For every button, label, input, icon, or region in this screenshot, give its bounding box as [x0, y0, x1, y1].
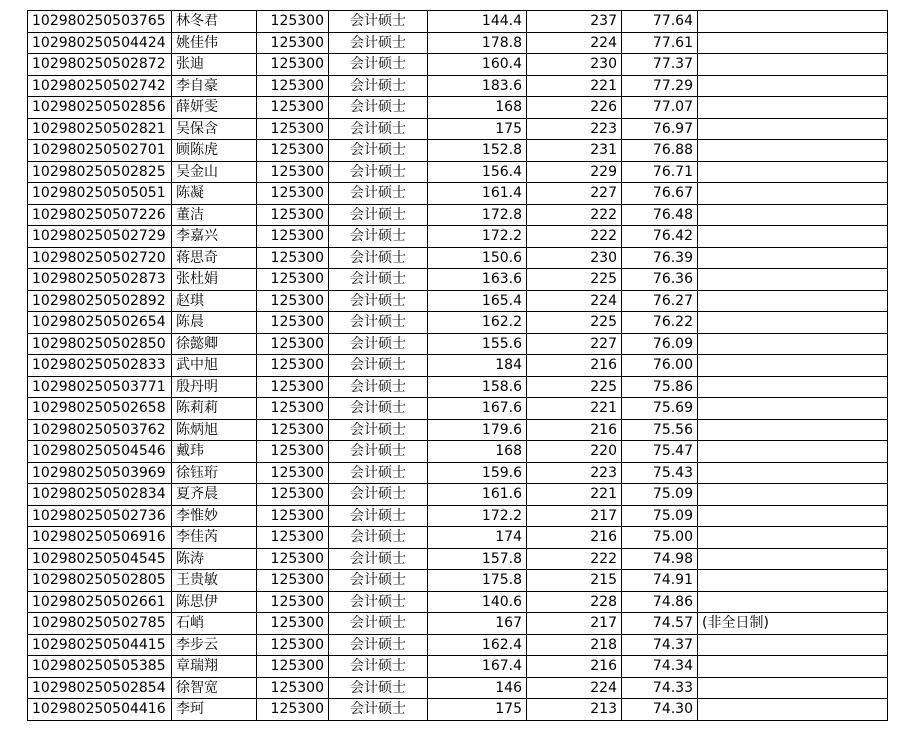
note-cell: [698, 269, 888, 291]
candidate-name-cell: 李嘉兴: [172, 226, 257, 248]
candidate-name-cell: 薛妍雯: [172, 97, 257, 119]
major-code-cell: 125300: [257, 527, 329, 549]
score-1-cell: 160.4: [428, 54, 527, 76]
candidate-id-cell: 102980250502872: [28, 54, 172, 76]
score-2-cell: 220: [527, 441, 622, 463]
candidate-name-cell: 陈涛: [172, 548, 257, 570]
score-2-cell: 225: [527, 376, 622, 398]
total-score-cell: 77.07: [622, 97, 698, 119]
table-row: [28, 183, 888, 205]
major-name-cell: 会计硕士: [329, 484, 428, 506]
major-code-cell: 125300: [257, 32, 329, 54]
candidate-id-cell: 102980250502850: [28, 333, 172, 355]
score-1-cell: 146: [428, 677, 527, 699]
candidate-name-cell: 李佳芮: [172, 527, 257, 549]
major-name-cell: 会计硕士: [329, 333, 428, 355]
total-score-cell: 77.64: [622, 11, 698, 33]
table-row: [28, 484, 888, 506]
score-2-cell: 227: [527, 333, 622, 355]
candidate-name-cell: 蒋思奇: [172, 247, 257, 269]
score-1-cell: 167: [428, 613, 527, 635]
total-score-cell: 76.48: [622, 204, 698, 226]
major-name-cell: 会计硕士: [329, 419, 428, 441]
total-score-cell: 75.69: [622, 398, 698, 420]
major-name-cell: 会计硕士: [329, 591, 428, 613]
score-2-cell: 237: [527, 11, 622, 33]
note-cell: [698, 656, 888, 678]
major-name-cell: 会计硕士: [329, 505, 428, 527]
score-1-cell: 165.4: [428, 290, 527, 312]
candidate-name-cell: 陈晨: [172, 312, 257, 334]
results-table: [27, 10, 888, 721]
table-row: [28, 656, 888, 678]
candidate-name-cell: 陈思伊: [172, 591, 257, 613]
note-cell: [698, 290, 888, 312]
total-score-cell: 76.97: [622, 118, 698, 140]
candidate-id-cell: 102980250502720: [28, 247, 172, 269]
score-2-cell: 216: [527, 355, 622, 377]
table-row: [28, 548, 888, 570]
score-2-cell: 228: [527, 591, 622, 613]
score-1-cell: 162.2: [428, 312, 527, 334]
score-1-cell: 168: [428, 441, 527, 463]
candidate-id-cell: 102980250502873: [28, 269, 172, 291]
candidate-name-cell: 徐懿卿: [172, 333, 257, 355]
candidate-name-cell: 武中旭: [172, 355, 257, 377]
candidate-id-cell: 102980250502834: [28, 484, 172, 506]
major-code-cell: 125300: [257, 677, 329, 699]
table-body: [28, 11, 888, 721]
candidate-id-cell: 102980250504416: [28, 699, 172, 721]
candidate-id-cell: 102980250502825: [28, 161, 172, 183]
score-1-cell: 158.6: [428, 376, 527, 398]
candidate-name-cell: 石峭: [172, 613, 257, 635]
major-name-cell: 会计硕士: [329, 376, 428, 398]
note-cell: (非全日制): [698, 613, 888, 635]
table-row: [28, 398, 888, 420]
candidate-id-cell: 102980250502892: [28, 290, 172, 312]
score-2-cell: 231: [527, 140, 622, 162]
candidate-id-cell: 102980250504424: [28, 32, 172, 54]
major-code-cell: 125300: [257, 398, 329, 420]
major-name-cell: 会计硕士: [329, 699, 428, 721]
table-row: [28, 118, 888, 140]
major-code-cell: 125300: [257, 634, 329, 656]
score-1-cell: 172.8: [428, 204, 527, 226]
major-code-cell: 125300: [257, 97, 329, 119]
score-1-cell: 178.8: [428, 32, 527, 54]
total-score-cell: 76.00: [622, 355, 698, 377]
total-score-cell: 74.30: [622, 699, 698, 721]
table-row: [28, 333, 888, 355]
table-row: [28, 290, 888, 312]
note-cell: [698, 398, 888, 420]
note-cell: [698, 183, 888, 205]
major-code-cell: 125300: [257, 183, 329, 205]
score-1-cell: 172.2: [428, 505, 527, 527]
table-row: [28, 32, 888, 54]
note-cell: [698, 677, 888, 699]
score-1-cell: 167.6: [428, 398, 527, 420]
score-2-cell: 215: [527, 570, 622, 592]
candidate-name-cell: 顾陈虎: [172, 140, 257, 162]
major-code-cell: 125300: [257, 161, 329, 183]
major-name-cell: 会计硕士: [329, 183, 428, 205]
major-name-cell: 会计硕士: [329, 613, 428, 635]
major-code-cell: 125300: [257, 441, 329, 463]
score-2-cell: 221: [527, 398, 622, 420]
note-cell: [698, 570, 888, 592]
table-row: [28, 613, 888, 635]
major-name-cell: 会计硕士: [329, 441, 428, 463]
note-cell: [698, 591, 888, 613]
score-2-cell: 222: [527, 548, 622, 570]
candidate-name-cell: 章瑞翔: [172, 656, 257, 678]
table-row: [28, 269, 888, 291]
candidate-id-cell: 102980250503771: [28, 376, 172, 398]
score-2-cell: 230: [527, 54, 622, 76]
table-row: [28, 204, 888, 226]
major-name-cell: 会计硕士: [329, 247, 428, 269]
candidate-name-cell: 李惟妙: [172, 505, 257, 527]
score-2-cell: 218: [527, 634, 622, 656]
candidate-name-cell: 徐钰珩: [172, 462, 257, 484]
major-code-cell: 125300: [257, 118, 329, 140]
score-2-cell: 221: [527, 484, 622, 506]
major-name-cell: 会计硕士: [329, 54, 428, 76]
major-name-cell: 会计硕士: [329, 398, 428, 420]
score-2-cell: 227: [527, 183, 622, 205]
candidate-id-cell: 102980250502736: [28, 505, 172, 527]
major-code-cell: 125300: [257, 355, 329, 377]
candidate-id-cell: 102980250503969: [28, 462, 172, 484]
total-score-cell: 76.71: [622, 161, 698, 183]
candidate-id-cell: 102980250502654: [28, 312, 172, 334]
score-1-cell: 167.4: [428, 656, 527, 678]
major-name-cell: 会计硕士: [329, 312, 428, 334]
candidate-name-cell: 姚佳伟: [172, 32, 257, 54]
candidate-id-cell: 102980250503765: [28, 11, 172, 33]
candidate-name-cell: 林冬君: [172, 11, 257, 33]
score-1-cell: 168: [428, 97, 527, 119]
major-name-cell: 会计硕士: [329, 548, 428, 570]
table-row: [28, 570, 888, 592]
total-score-cell: 75.43: [622, 462, 698, 484]
major-code-cell: 125300: [257, 376, 329, 398]
candidate-name-cell: 戴玮: [172, 441, 257, 463]
total-score-cell: 77.29: [622, 75, 698, 97]
candidate-name-cell: 殷丹明: [172, 376, 257, 398]
candidate-name-cell: 陈凝: [172, 183, 257, 205]
candidate-id-cell: 102980250502821: [28, 118, 172, 140]
score-1-cell: 163.6: [428, 269, 527, 291]
total-score-cell: 74.91: [622, 570, 698, 592]
score-2-cell: 217: [527, 613, 622, 635]
candidate-id-cell: 102980250502805: [28, 570, 172, 592]
major-code-cell: 125300: [257, 11, 329, 33]
total-score-cell: 75.00: [622, 527, 698, 549]
score-1-cell: 179.6: [428, 419, 527, 441]
major-code-cell: 125300: [257, 140, 329, 162]
table-row: [28, 161, 888, 183]
candidate-name-cell: 李自豪: [172, 75, 257, 97]
candidate-id-cell: 102980250506916: [28, 527, 172, 549]
total-score-cell: 76.88: [622, 140, 698, 162]
note-cell: [698, 247, 888, 269]
major-code-cell: 125300: [257, 462, 329, 484]
score-1-cell: 172.2: [428, 226, 527, 248]
major-code-cell: 125300: [257, 204, 329, 226]
note-cell: [698, 312, 888, 334]
candidate-name-cell: 张杜娟: [172, 269, 257, 291]
table-row: [28, 355, 888, 377]
score-2-cell: 216: [527, 419, 622, 441]
score-2-cell: 221: [527, 75, 622, 97]
total-score-cell: 75.56: [622, 419, 698, 441]
candidate-id-cell: 102980250502661: [28, 591, 172, 613]
total-score-cell: 74.37: [622, 634, 698, 656]
candidate-id-cell: 102980250502833: [28, 355, 172, 377]
score-2-cell: 217: [527, 505, 622, 527]
table-row: [28, 11, 888, 33]
candidate-id-cell: 102980250504415: [28, 634, 172, 656]
candidate-name-cell: 徐智宽: [172, 677, 257, 699]
candidate-id-cell: 102980250502729: [28, 226, 172, 248]
major-code-cell: 125300: [257, 699, 329, 721]
score-1-cell: 175.8: [428, 570, 527, 592]
total-score-cell: 76.42: [622, 226, 698, 248]
score-2-cell: 224: [527, 677, 622, 699]
score-1-cell: 175: [428, 699, 527, 721]
major-name-cell: 会计硕士: [329, 656, 428, 678]
candidate-id-cell: 102980250502658: [28, 398, 172, 420]
score-1-cell: 157.8: [428, 548, 527, 570]
note-cell: [698, 75, 888, 97]
major-code-cell: 125300: [257, 312, 329, 334]
major-name-cell: 会计硕士: [329, 97, 428, 119]
table-row: [28, 140, 888, 162]
table-row: [28, 591, 888, 613]
score-2-cell: 222: [527, 226, 622, 248]
candidate-id-cell: 102980250504545: [28, 548, 172, 570]
note-cell: [698, 419, 888, 441]
candidate-name-cell: 吴保含: [172, 118, 257, 140]
note-cell: [698, 441, 888, 463]
note-cell: [698, 699, 888, 721]
total-score-cell: 75.09: [622, 484, 698, 506]
total-score-cell: 76.27: [622, 290, 698, 312]
major-code-cell: 125300: [257, 333, 329, 355]
score-2-cell: 223: [527, 462, 622, 484]
table-row: [28, 699, 888, 721]
candidate-name-cell: 李步云: [172, 634, 257, 656]
candidate-id-cell: 102980250505051: [28, 183, 172, 205]
major-code-cell: 125300: [257, 226, 329, 248]
score-2-cell: 216: [527, 527, 622, 549]
major-code-cell: 125300: [257, 484, 329, 506]
major-code-cell: 125300: [257, 269, 329, 291]
candidate-name-cell: 李珂: [172, 699, 257, 721]
candidate-name-cell: 王贵敏: [172, 570, 257, 592]
major-code-cell: 125300: [257, 419, 329, 441]
note-cell: [698, 118, 888, 140]
candidate-name-cell: 董洁: [172, 204, 257, 226]
total-score-cell: 74.86: [622, 591, 698, 613]
candidate-id-cell: 102980250502856: [28, 97, 172, 119]
major-code-cell: 125300: [257, 290, 329, 312]
total-score-cell: 75.47: [622, 441, 698, 463]
table-row: [28, 527, 888, 549]
candidate-id-cell: 102980250504546: [28, 441, 172, 463]
major-name-cell: 会计硕士: [329, 269, 428, 291]
total-score-cell: 74.98: [622, 548, 698, 570]
score-1-cell: 174: [428, 527, 527, 549]
major-name-cell: 会计硕士: [329, 634, 428, 656]
note-cell: [698, 204, 888, 226]
major-name-cell: 会计硕士: [329, 11, 428, 33]
major-code-cell: 125300: [257, 656, 329, 678]
candidate-name-cell: 吴金山: [172, 161, 257, 183]
total-score-cell: 76.09: [622, 333, 698, 355]
candidate-id-cell: 102980250502701: [28, 140, 172, 162]
table-row: [28, 505, 888, 527]
major-name-cell: 会计硕士: [329, 462, 428, 484]
table-row: [28, 97, 888, 119]
total-score-cell: 76.67: [622, 183, 698, 205]
note-cell: [698, 548, 888, 570]
major-code-cell: 125300: [257, 613, 329, 635]
major-name-cell: 会计硕士: [329, 570, 428, 592]
score-1-cell: 161.6: [428, 484, 527, 506]
candidate-id-cell: 102980250503762: [28, 419, 172, 441]
table-row: [28, 419, 888, 441]
major-name-cell: 会计硕士: [329, 290, 428, 312]
total-score-cell: 77.37: [622, 54, 698, 76]
major-name-cell: 会计硕士: [329, 204, 428, 226]
table-row: [28, 634, 888, 656]
major-name-cell: 会计硕士: [329, 118, 428, 140]
score-2-cell: 224: [527, 32, 622, 54]
candidate-id-cell: 102980250502742: [28, 75, 172, 97]
score-2-cell: 216: [527, 656, 622, 678]
note-cell: [698, 161, 888, 183]
score-2-cell: 224: [527, 290, 622, 312]
note-cell: [698, 462, 888, 484]
major-name-cell: 会计硕士: [329, 527, 428, 549]
table-row: [28, 441, 888, 463]
major-code-cell: 125300: [257, 247, 329, 269]
major-code-cell: 125300: [257, 505, 329, 527]
table-row: [28, 226, 888, 248]
note-cell: [698, 484, 888, 506]
score-1-cell: 144.4: [428, 11, 527, 33]
note-cell: [698, 333, 888, 355]
candidate-id-cell: 102980250502785: [28, 613, 172, 635]
candidate-name-cell: 陈莉莉: [172, 398, 257, 420]
major-code-cell: 125300: [257, 54, 329, 76]
note-cell: [698, 634, 888, 656]
candidate-name-cell: 张迪: [172, 54, 257, 76]
note-cell: [698, 505, 888, 527]
total-score-cell: 74.33: [622, 677, 698, 699]
score-2-cell: 213: [527, 699, 622, 721]
candidate-id-cell: 102980250502854: [28, 677, 172, 699]
candidate-id-cell: 102980250507226: [28, 204, 172, 226]
candidate-name-cell: 陈炳旭: [172, 419, 257, 441]
score-2-cell: 223: [527, 118, 622, 140]
candidate-id-cell: 102980250505385: [28, 656, 172, 678]
score-1-cell: 175: [428, 118, 527, 140]
score-1-cell: 152.8: [428, 140, 527, 162]
score-1-cell: 183.6: [428, 75, 527, 97]
score-1-cell: 159.6: [428, 462, 527, 484]
major-code-cell: 125300: [257, 75, 329, 97]
total-score-cell: 76.22: [622, 312, 698, 334]
major-name-cell: 会计硕士: [329, 140, 428, 162]
score-2-cell: 225: [527, 269, 622, 291]
score-2-cell: 230: [527, 247, 622, 269]
score-2-cell: 226: [527, 97, 622, 119]
total-score-cell: 77.61: [622, 32, 698, 54]
note-cell: [698, 32, 888, 54]
score-1-cell: 156.4: [428, 161, 527, 183]
score-1-cell: 161.4: [428, 183, 527, 205]
table-row: [28, 75, 888, 97]
total-score-cell: 75.86: [622, 376, 698, 398]
score-2-cell: 225: [527, 312, 622, 334]
score-1-cell: 155.6: [428, 333, 527, 355]
major-code-cell: 125300: [257, 570, 329, 592]
note-cell: [698, 11, 888, 33]
note-cell: [698, 54, 888, 76]
major-code-cell: 125300: [257, 591, 329, 613]
note-cell: [698, 140, 888, 162]
major-name-cell: 会计硕士: [329, 677, 428, 699]
candidate-name-cell: 赵琪: [172, 290, 257, 312]
table-row: [28, 462, 888, 484]
major-name-cell: 会计硕士: [329, 32, 428, 54]
total-score-cell: 76.36: [622, 269, 698, 291]
score-2-cell: 222: [527, 204, 622, 226]
total-score-cell: 75.09: [622, 505, 698, 527]
score-1-cell: 150.6: [428, 247, 527, 269]
table-row: [28, 376, 888, 398]
major-name-cell: 会计硕士: [329, 75, 428, 97]
score-1-cell: 184: [428, 355, 527, 377]
table-row: [28, 247, 888, 269]
candidate-name-cell: 夏齐晨: [172, 484, 257, 506]
total-score-cell: 76.39: [622, 247, 698, 269]
note-cell: [698, 527, 888, 549]
major-name-cell: 会计硕士: [329, 161, 428, 183]
score-1-cell: 162.4: [428, 634, 527, 656]
note-cell: [698, 355, 888, 377]
major-code-cell: 125300: [257, 548, 329, 570]
table-row: [28, 54, 888, 76]
major-name-cell: 会计硕士: [329, 226, 428, 248]
table-row: [28, 677, 888, 699]
note-cell: [698, 376, 888, 398]
note-cell: [698, 226, 888, 248]
table-row: [28, 312, 888, 334]
score-1-cell: 140.6: [428, 591, 527, 613]
score-2-cell: 229: [527, 161, 622, 183]
total-score-cell: 74.57: [622, 613, 698, 635]
major-name-cell: 会计硕士: [329, 355, 428, 377]
total-score-cell: 74.34: [622, 656, 698, 678]
note-cell: [698, 97, 888, 119]
